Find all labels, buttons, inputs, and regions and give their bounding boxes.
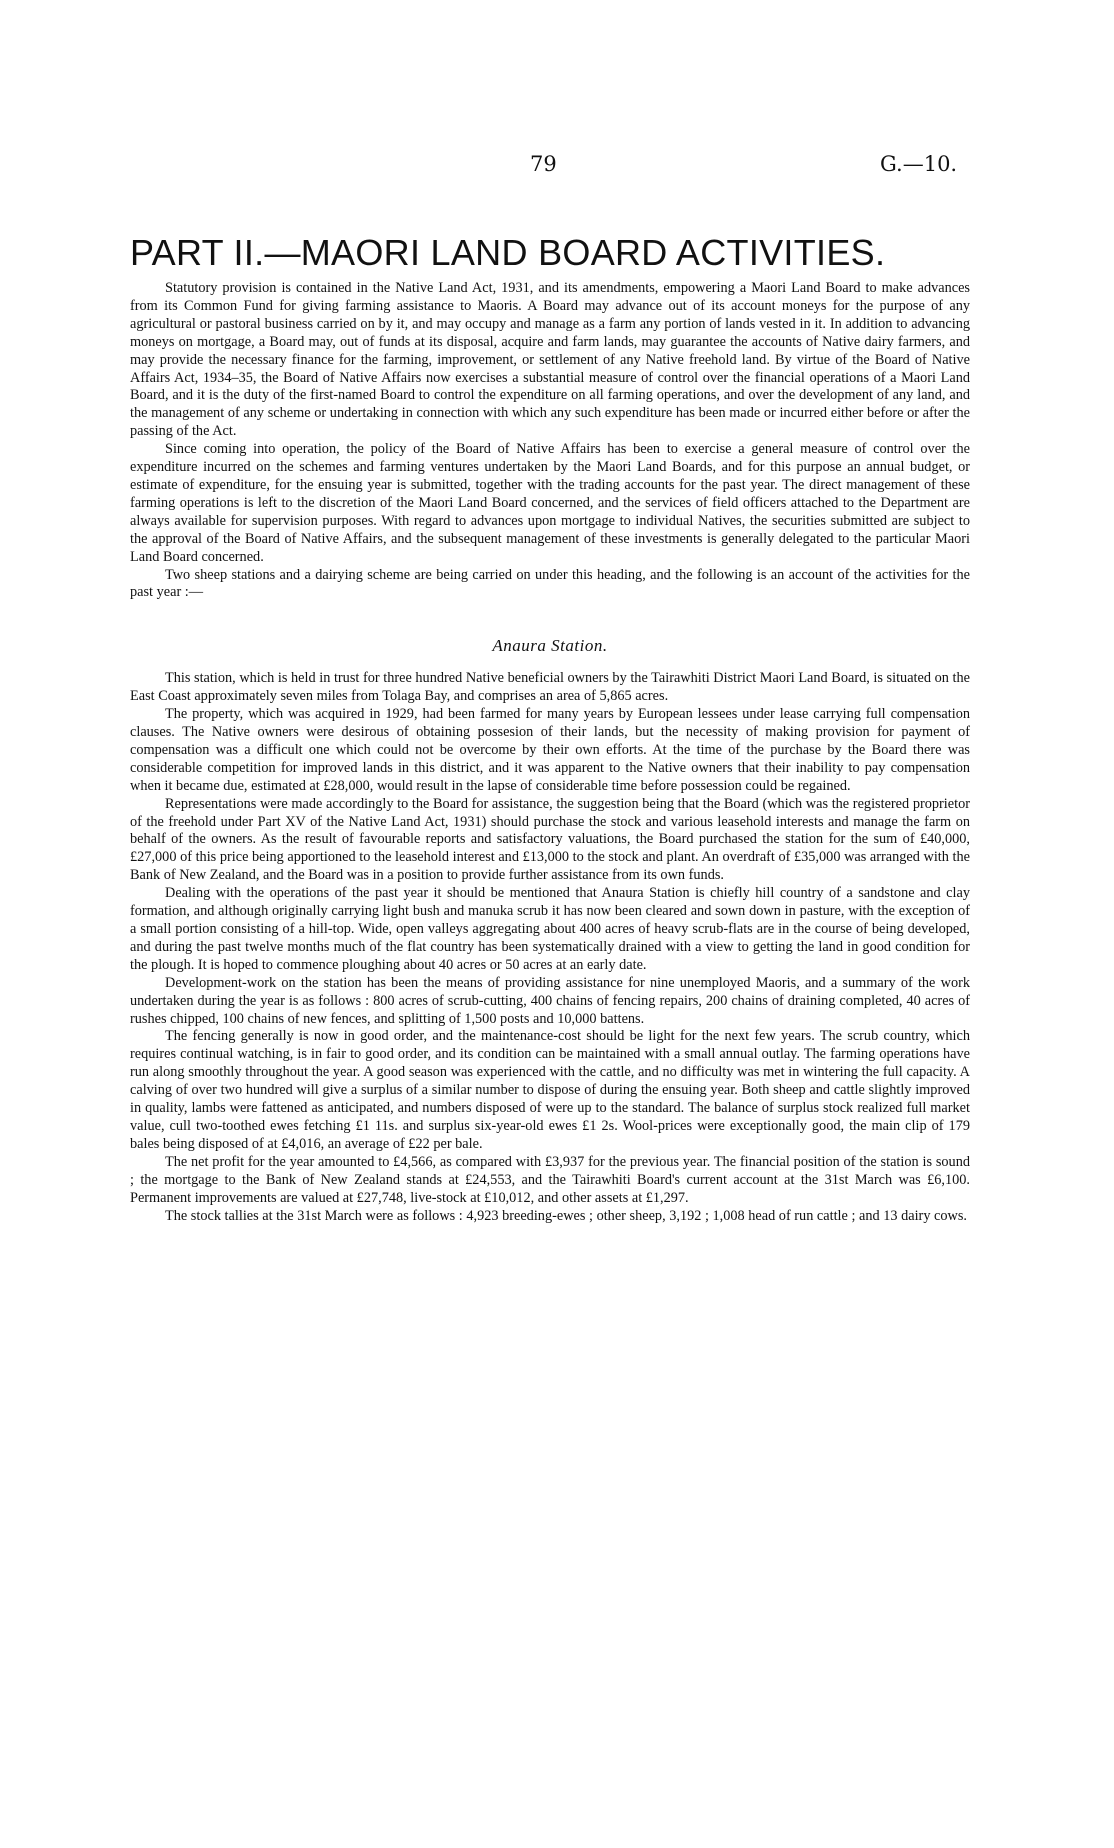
section-paragraph: Representations were made accordingly to the Board for assistance, the suggestion being that the Board (which was the registered proprietor of the freehold under Part XV of the Native Land Act, 1931) should purchase the stock and various leasehold interests and manage the farm on behalf of the owners. As the result of favourable reports and satisfactory valuations, the Board purchased the station for the sum of £40,000, £27,000 of this price being apportioned to the leasehold interest and £13,000 to the stock and plant. An overdraft of £35,000 was arranged with the Bank of New Zealand, and the Board was in a position to provide further assistance from its own funds. [130, 795, 970, 884]
section-paragraph: Development-work on the station has been the means of providing assistance for nine unemployed Maoris, and a summary of the work undertaken during the year is as follows : 800 acres of scrub-cutting, 400 chains of fencing repairs, 200 chains of draining completed, 40 acres of rushes chipped, 100 chains of new fences, and splitting of 1,500 posts and 10,000 battens. [130, 974, 970, 1027]
section-paragraph: This station, which is held in trust for three hundred Native beneficial owners by the Tairawhiti District Maori Land Board, is situated on the East Coast approximately seven miles from Tolaga Bay, and comprises an area of 5,865 acres. [130, 670, 970, 705]
document-reference: G.—10. [880, 152, 958, 176]
section-paragraph: The net profit for the year amounted to £4,566, as compared with £3,937 for the previous year. The financial position of the station is sound ; the mortgage to the Bank of New Zealand stands at £24,553, and the Tairawhiti Board's current account at the 31st March was £6,100. Permanent improvements are valued at £27,748, live-stock at £10,012, and other assets at £1,297. [130, 1153, 970, 1206]
document-body [130, 280, 970, 1225]
intro-paragraph: Since coming into operation, the policy of the Board of Native Affairs has been to exercise a general measure of control over the expenditure incurred on the schemes and farming ventures undertaken by the Maori Land Boards, and for this purpose an annual budget, or estimate of expenditure, for the ensuing year is submitted, together with the trading accounts for the past year. The direct management of these farming operations is left to the discretion of the Maori Land Board concerned, and the services of field officers attached to the Department are always available for supervision purposes. With regard to advances upon mortgage to individual Natives, the securities submitted are subject to the approval of the Board of Native Affairs, and the subsequent management of these investments is generally delegated to the particular Maori Land Board concerned. [130, 441, 970, 565]
intro-paragraph: Two sheep stations and a dairying scheme are being carried on under this heading, and the following is an account of the activities for the past year :— [130, 566, 970, 601]
section-paragraph: The fencing generally is now in good order, and the maintenance-cost should be light for the next few years. The scrub country, which requires continual watching, is in fair to good order, and its condition can be maintained with a small annual outlay. The farming operations have run along smoothly throughout the year. A good season was experienced with the cattle, and no difficulty was met in wintering the full capacity. A calving of over two hundred will give a surplus of a similar number to dispose of during the ensuing year. Both sheep and cattle slightly improved in quality, lambs were fattened as anticipated, and numbers disposed of were up to the standard. The balance of surplus stock realized full market value, cull two-toothed ewes fetching £1 11s. and surplus six-year-old ewes £1 2s. Wool-prices were exceptionally good, the main clip of 179 bales being disposed of at £4,016, an average of £22 per bale. [130, 1028, 970, 1152]
section-paragraph: Dealing with the operations of the past year it should be mentioned that Anaura Station is chiefly hill country of a sandstone and clay formation, and although originally carrying light bush and manuka scrub it has now been cleared and sown down in pasture, with the exception of a small portion consisting of a hill-top. Wide, open valleys aggregating about 400 acres of heavy scrub-flats are in the course of being developed, and during the past twelve months much of the flat country has been systematically drained with a view to getting the land in good condition for the plough. It is hoped to commence ploughing about 40 acres or 50 acres at an early date. [130, 885, 970, 973]
page-number: 79 [530, 152, 557, 176]
intro-paragraph: Statutory provision is contained in the Native Land Act, 1931, and its amendments, empowering a Maori Land Board to make advances from its Common Fund for giving farming assistance to Maoris. A Board may advance out of its account moneys for the purpose of any agricultural or pastoral business carried on by it, and may occupy and manage as a farm any portion of lands vested in it. In addition to advancing moneys on mortgage, a Board may, out of funds at its disposal, acquire and farm lands, may guarantee the accounts of Native dairy farmers, and may provide the necessary finance for the farming, improvement, or settlement of any Native freehold land. By virtue of the Board of Native Affairs Act, 1934–35, the Board of Native Affairs now exercises a substantial measure of control over the financial operations of a Maori Land Board, and it is the duty of the first-named Board to control the expenditure on all farming operations, and over the development of any land, and the management of any scheme or undertaking in connection with which any such expenditure has been made or incurred either before or after the passing of the Act. [130, 280, 970, 440]
section-paragraph: The stock tallies at the 31st March were as follows : 4,923 breeding-ewes ; other sheep, 3,192 ; 1,008 head of run cattle ; and 13 dairy cows. [165, 1207, 967, 1224]
part-title: PART II.—MAORI LAND BOARD ACTIVITIES. [130, 232, 886, 273]
section-heading: Anaura Station. [492, 636, 608, 656]
section-paragraph: The property, which was acquired in 1929, had been farmed for many years by European lessees under lease carrying full compensation clauses. The Native owners were desirous of obtaining possesion of their lands, but the necessity of making provision for payment of compensation was a difficult one which could not be overcome by their own efforts. At the time of the purchase by the Board there was considerable competition for improved lands in this district, and it was apparent to the Native owners that their inability to pay compensation when it became due, estimated at £28,000, would result in the lapse of considerable time before possession could be regained. [130, 706, 970, 794]
